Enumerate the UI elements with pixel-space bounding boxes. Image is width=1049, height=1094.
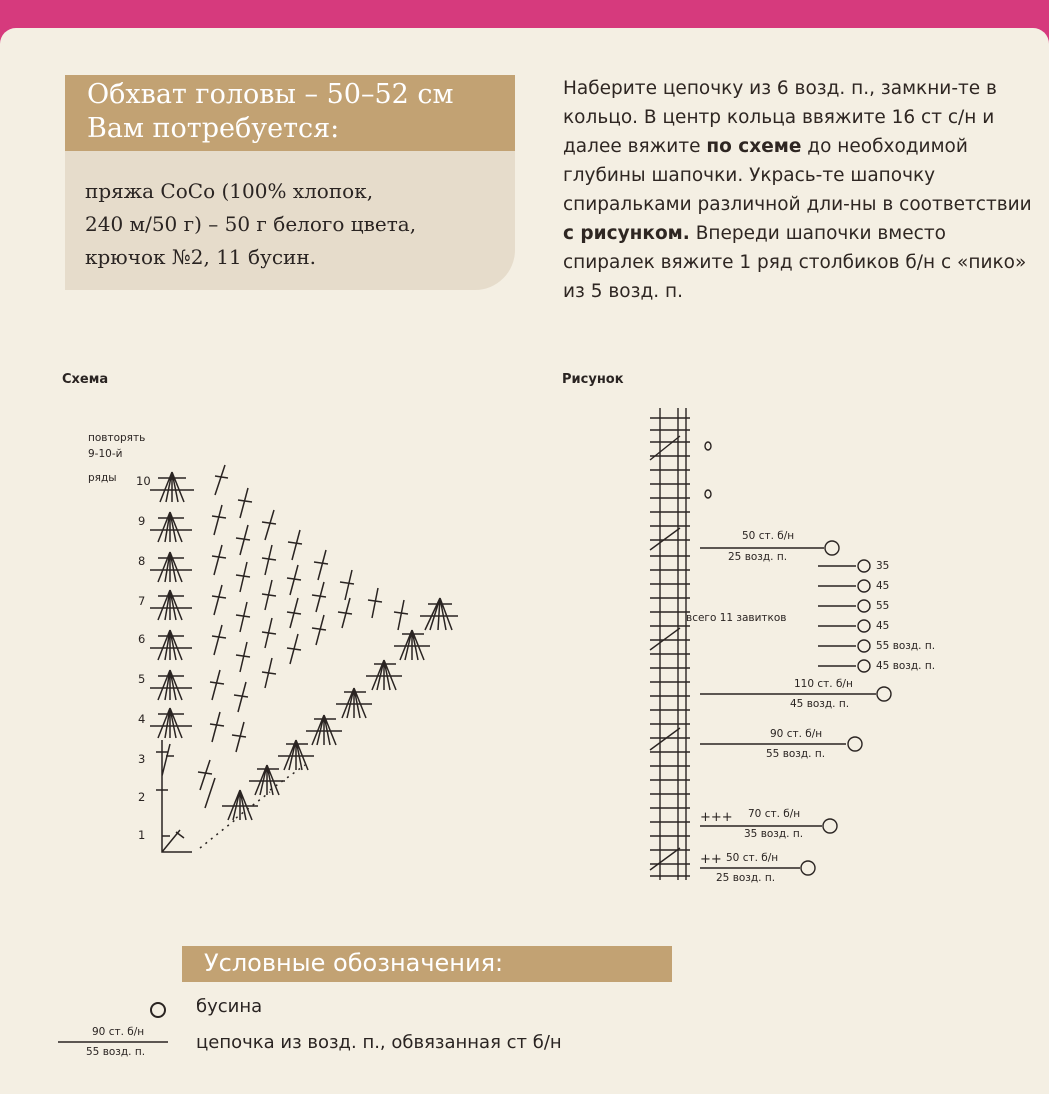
spiral-total-note: всего 11 завитков <box>686 612 787 624</box>
spiral-label-top: 90 ст. б/н <box>770 728 823 740</box>
row-number: 5 <box>138 672 146 686</box>
legend-chain-bottom: 55 возд. п. <box>86 1046 146 1058</box>
repeat-note: 9-10-й <box>88 448 123 460</box>
spiral-label-bottom: 55 возд. п. <box>766 748 826 760</box>
legend-title: Условные обозначения: <box>204 949 504 977</box>
row-number: 7 <box>138 594 146 608</box>
spiral-marks: +++ <box>700 810 733 825</box>
side-spiral-length: 55 <box>876 600 890 612</box>
row-number: 10 <box>136 474 151 488</box>
scheme-label: Схема <box>62 372 109 387</box>
materials-line: крючок №2, 11 бусин. <box>85 245 317 269</box>
row-number: 3 <box>138 752 146 766</box>
spiral-marks: ++ <box>700 852 722 867</box>
legend-bead-label: бусина <box>196 996 263 1017</box>
spiral-label-bottom: 25 возд. п. <box>716 872 776 884</box>
side-spiral-length: 45 <box>876 580 890 592</box>
repeat-note: ряды <box>88 472 117 484</box>
spiral-label-top: 110 ст. б/н <box>794 678 853 690</box>
row-number: 9 <box>138 514 146 528</box>
spiral-label-top: 50 ст. б/н <box>726 852 779 864</box>
spiral-label-bottom: 25 возд. п. <box>728 551 788 563</box>
side-spiral-length: 35 <box>876 560 890 572</box>
materials-title: Вам потребуется: <box>87 113 340 144</box>
spiral-label-top: 50 ст. б/н <box>742 530 795 542</box>
spiral-label-top: 70 ст. б/н <box>748 808 801 820</box>
side-spiral-length: 45 <box>876 620 890 632</box>
instructions-bold: по схеме <box>706 136 802 157</box>
side-spiral-length: 55 возд. п. <box>876 640 936 652</box>
instructions-part: Наберите цепочку из 6 возд. п., замкни-те в кольцо. В центр кольца ввяжите 16 ст с/н и далее вяжите <box>563 78 997 157</box>
side-spiral-length: 45 возд. п. <box>876 660 936 672</box>
legend-chain-top: 90 ст. б/н <box>92 1026 145 1038</box>
row-number: 8 <box>138 554 146 568</box>
row-number: 6 <box>138 632 146 646</box>
head-size-title: Обхват головы – 50–52 см <box>87 79 454 110</box>
row-number: 2 <box>138 790 146 804</box>
materials-line: 240 м/50 г) – 50 г белого цвета, <box>85 212 417 236</box>
legend-chain-desc: цепочка из возд. п., обвязанная ст б/н <box>196 1032 562 1053</box>
repeat-note: повторять <box>88 432 146 444</box>
spiral-label-bottom: 35 возд. п. <box>744 828 804 840</box>
instructions-part: до необходимой глубины шапочки. Укрась-те шапочку спиральками различной дли-ны в соответствии <box>563 136 1032 215</box>
row-number: 4 <box>138 712 146 726</box>
instructions-part: Впереди шапочки вместо спиралек вяжите 1 ряд столбиков б/н с «пико» из 5 возд. п. <box>563 223 1027 302</box>
instructions-bold: с рисунком. <box>563 223 690 244</box>
bead-icon <box>150 1002 166 1018</box>
materials-line: пряжа CoCo (100% хлопок, <box>85 179 374 203</box>
legend-header <box>182 946 672 982</box>
drawing-label: Рисунок <box>562 372 624 387</box>
spiral-label-bottom: 45 возд. п. <box>790 698 850 710</box>
row-number: 1 <box>138 828 146 842</box>
